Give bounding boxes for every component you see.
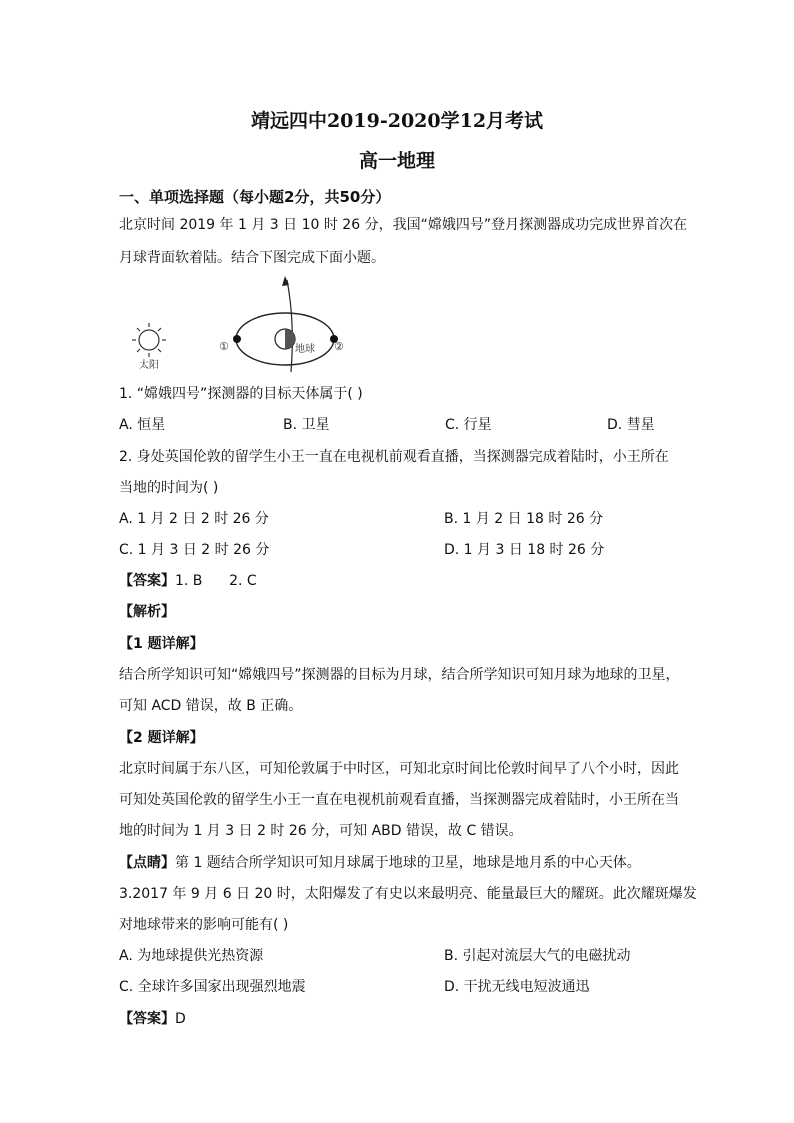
answer-text: 1. B 2. C [175, 573, 257, 589]
page-title: 靖远四中2019-2020学12月考试 [250, 110, 544, 132]
detail-1-line-1: 结合所学知识可知“嫦娥四号”探测器的目标为月球，结合所学知识可知月球为地球的卫星， [119, 667, 680, 683]
answer-label: 【答案】 [119, 573, 175, 589]
position-1-label: ① [219, 340, 229, 353]
question-1-stem: 1. “嫦娥四号”探测器的目标天体属于( ) [119, 386, 363, 402]
q2-option-c: C. 1 月 3 日 2 时 26 分 [119, 542, 270, 558]
question-2-stem-line-2: 当地的时间为( ) [119, 480, 219, 496]
comment-label: 【点睛】 [119, 855, 175, 871]
q3-option-d: D. 干扰无线电短波通迅 [444, 979, 590, 995]
arrow-icon [282, 276, 289, 286]
answer-row-3 [119, 1010, 186, 1028]
answer-3-label: 【答案】 [119, 1011, 175, 1027]
question-2-stem-line-1: 2. 身处英国伦敦的留学生小王一直在电视机前观看直播，当探测器完成着陆时，小王所在 [119, 449, 669, 465]
q1-option-a: A. 恒星 [119, 417, 166, 433]
q1-option-c: C. 行星 [445, 417, 492, 433]
question-3-stem-line-1: 3.2017 年 9 月 6 日 20 时，太阳爆发了有史以来最明亮、能量最巨大的耀斑。此次耀斑爆发 [119, 886, 697, 902]
answer-3-text: D [175, 1011, 186, 1027]
detail-2-line-3: 地的时间为 1 月 3 日 2 时 26 分，可知 ABD 错误，故 C 错误。 [119, 823, 523, 839]
q2-option-b: B. 1 月 2 日 18 时 26 分 [444, 511, 604, 527]
intro-line-1: 北京时间 2019 年 1 月 3 日 10 时 26 分，我国“嫦娥四号”登月探测器成功完成世界首次在 [119, 217, 688, 233]
sun-earth-moon-diagram [119, 276, 359, 376]
moon-position-1 [233, 335, 241, 343]
orbit-arc [287, 280, 292, 372]
q3-option-b: B. 引起对流层大气的电磁扰动 [444, 948, 631, 964]
q3-option-c: C. 全球许多国家出现强烈地震 [119, 979, 306, 995]
analysis-label: 【解析】 [119, 604, 175, 620]
q1-option-d: D. 彗星 [607, 417, 655, 433]
q2-option-d: D. 1 月 3 日 18 时 26 分 [444, 542, 605, 558]
comment-text: 第 1 题结合所学知识可知月球属于地球的卫星，地球是地月系的中心天体。 [175, 855, 641, 871]
q2-option-a: A. 1 月 2 日 2 时 26 分 [119, 511, 269, 527]
detail-1-line-2: 可知 ACD 错误，故 B 正确。 [119, 698, 303, 714]
sun-label: 太阳 [139, 360, 159, 371]
question-3-stem-line-2: 对地球带来的影响可能有( ) [119, 917, 289, 933]
detail-2-line-1: 北京时间属于东八区，可知伦敦属于中时区，可知北京时间比伦敦时间早了八个小时，因此 [119, 761, 679, 777]
answer-row-1 [119, 572, 257, 590]
page-subtitle: 高一地理 [358, 150, 435, 172]
q1-option-b: B. 卫星 [283, 417, 330, 433]
earth-label: 地球 [295, 344, 315, 355]
detail-1-label: 【1 题详解】 [119, 636, 204, 652]
section-heading: 一、单项选择题（每小题2分，共50分） [119, 188, 391, 206]
q3-option-a: A. 为地球提供光热资源 [119, 948, 264, 964]
detail-2-label: 【2 题详解】 [119, 730, 204, 746]
position-2-label: ② [334, 340, 344, 353]
sun-icon [132, 323, 166, 357]
earth-icon [275, 329, 295, 349]
comment-row [119, 854, 641, 872]
detail-2-line-2: 可知处英国伦敦的留学生小王一直在电视机前观看直播，当探测器完成着陆时，小王所在当 [119, 792, 679, 808]
intro-line-2: 月球背面软着陆。结合下图完成下面小题。 [119, 250, 385, 266]
